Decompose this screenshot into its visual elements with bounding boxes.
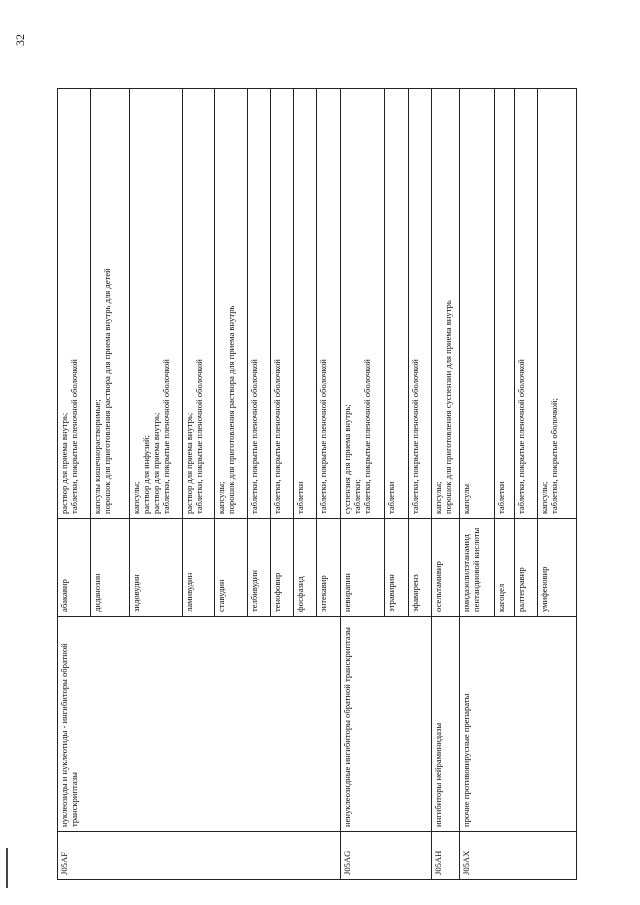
drug-name-cell: имидазолилэтанамид пентандиовой кислоты (460, 519, 494, 617)
drug-name-cell: ставудин (215, 519, 247, 617)
dosage-form-cell: таблетки, покрытые пленочной оболочкой (408, 89, 431, 519)
drug-name-cell: энтекавир (317, 519, 340, 617)
table-row (340, 89, 385, 880)
group-cell: ингибиторы нейраминидазы (432, 617, 460, 832)
dosage-form-cell: раствор для приема внутрь; таблетки, покрытые пленочной оболочкой (58, 89, 91, 519)
drug-name-cell: диданозин (91, 519, 130, 617)
dosage-form-cell: таблетки, покрытые пленочной оболочкой (270, 89, 293, 519)
drug-name-cell: зидовудин (129, 519, 182, 617)
atc-code-cell: J05AX (460, 832, 577, 880)
atc-code-cell: J05AF (58, 832, 341, 880)
drug-name-cell: ламивудин (182, 519, 214, 617)
atc-code-cell: J05AH (432, 832, 460, 880)
scan-margin-mark (6, 848, 8, 888)
dosage-form-cell: таблетки (494, 89, 514, 519)
drug-name-cell: умифеновир (538, 519, 577, 617)
page-number: 32 (13, 34, 27, 46)
atc-code-cell: J05AG (340, 832, 431, 880)
dosage-form-cell: раствор для приема внутрь; таблетки, покрытые пленочной оболочкой (182, 89, 214, 519)
dosage-form-cell: таблетки, покрытые пленочной оболочкой (247, 89, 270, 519)
table-row (58, 89, 91, 880)
drug-name-cell: тенофовир (270, 519, 293, 617)
drug-name-cell: абакавир (58, 519, 91, 617)
group-cell: нуклеозиды и нуклеотиды - ингибиторы обратной транскриптазы (58, 617, 341, 832)
drug-name-cell: телбивудин (247, 519, 270, 617)
dosage-form-cell: капсулы; порошок для приготовления суспензии для приема внутрь (432, 89, 460, 519)
drug-name-cell: этравирин (385, 519, 408, 617)
drug-table-rotated (57, 88, 577, 880)
drug-name-cell: невирапин (340, 519, 385, 617)
dosage-form-cell: капсулы; таблетки, покрытые оболочкой; (538, 89, 577, 519)
drug-name-cell: ралтегравир (515, 519, 538, 617)
dosage-form-cell: таблетки, покрытые пленочной оболочкой (515, 89, 538, 519)
dosage-form-cell: суспензия для приема внутрь; таблетки; таблетки, покрытые пленочной оболочкой (340, 89, 385, 519)
drug-name-cell: фосфазид (294, 519, 317, 617)
table-row (460, 89, 494, 880)
group-cell: ненуклеозидные ингибиторы обратной транскриптазы (340, 617, 431, 832)
dosage-form-cell: капсулы; порошок для приготовления раствора для приема внутрь (215, 89, 247, 519)
dosage-form-cell: таблетки, покрытые пленочной оболочкой (317, 89, 340, 519)
drug-name-cell: эфавиренз (408, 519, 431, 617)
dosage-form-cell: капсулы кишечнорастворимые; порошок для приготовления раствора для приема внутрь для детей (91, 89, 130, 519)
drug-table (57, 88, 577, 880)
table-row (432, 89, 460, 880)
dosage-form-cell: таблетки (294, 89, 317, 519)
dosage-form-cell: таблетки (385, 89, 408, 519)
dosage-form-cell: капсулы (460, 89, 494, 519)
drug-name-cell: осельтамивир (432, 519, 460, 617)
group-cell: прочие противовирусные препараты (460, 617, 577, 832)
drug-name-cell: кагоцел (494, 519, 514, 617)
dosage-form-cell: капсулы; раствор для инфузий; раствор для приема внутрь; таблетки, покрытые пленочной оболочкой (129, 89, 182, 519)
